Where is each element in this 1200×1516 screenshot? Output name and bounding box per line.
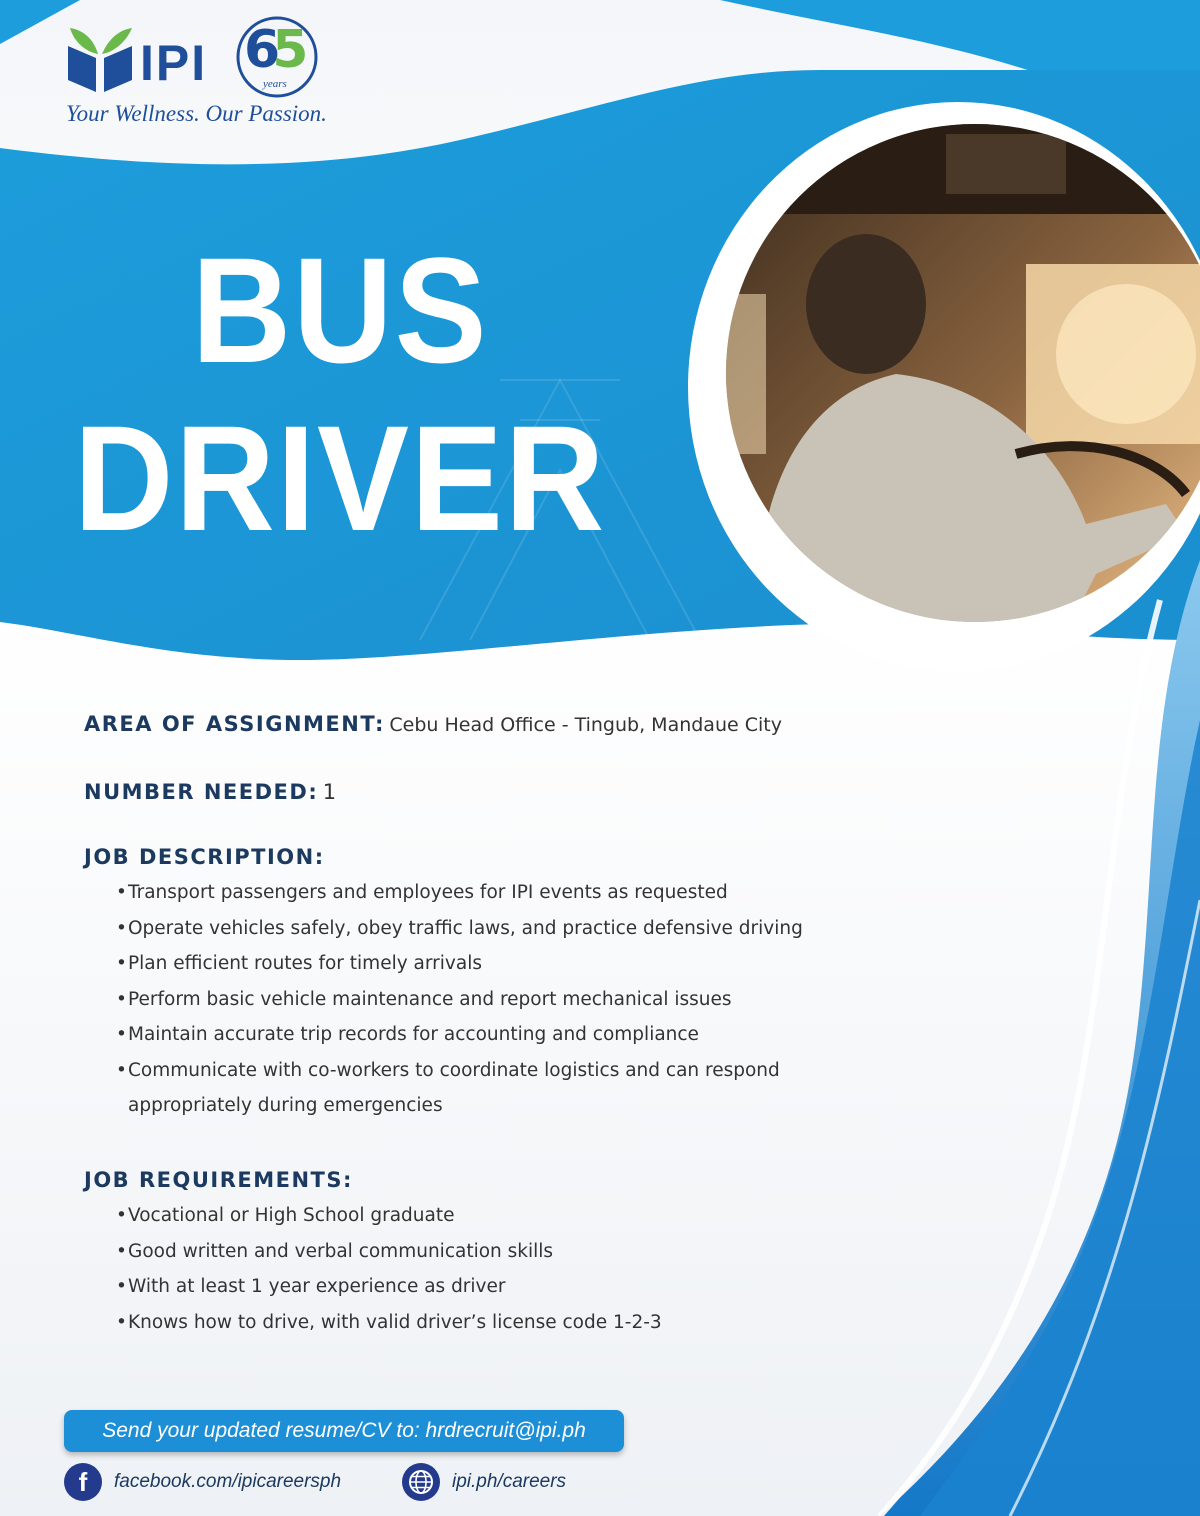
globe-glyph — [408, 1469, 434, 1495]
list-item: • With at least 1 year experience as driver — [116, 1269, 984, 1305]
anniversary-years-label: years — [263, 78, 287, 90]
job-requirements-label: JOB REQUIREMENTS: — [84, 1168, 353, 1192]
job-title-line-1: BUS — [191, 226, 489, 394]
website-url[interactable]: ipi.ph/careers — [452, 1471, 567, 1492]
list-item: • Perform basic vehicle maintenance and report mechanical issues — [116, 982, 984, 1018]
anniversary-number — [244, 20, 300, 80]
tagline: Your Wellness. Our Passion. — [66, 101, 327, 126]
globe-icon — [402, 1463, 440, 1501]
job-description-label: JOB DESCRIPTION: — [84, 845, 325, 869]
job-requirements-section — [84, 1168, 984, 1340]
job-title-line-2: DRIVER — [73, 394, 607, 562]
number-needed-value: 1 — [322, 780, 337, 804]
facebook-link[interactable] — [64, 1463, 341, 1501]
bus-driver-illustration — [726, 124, 1200, 622]
list-item: • Maintain accurate trip records for accounting and compliance — [116, 1017, 984, 1053]
job-title — [27, 226, 653, 562]
website-link[interactable] — [402, 1463, 566, 1501]
job-description-section — [84, 845, 984, 1124]
facebook-icon: f — [64, 1463, 102, 1501]
anniversary-digit-5: 5 — [272, 20, 301, 80]
list-item: • Operate vehicles safely, obey traffic laws, and practice defensive driving — [116, 911, 984, 947]
list-item: • Transport passengers and employees for IPI events as requested — [116, 875, 984, 911]
job-requirements-list — [84, 1198, 984, 1340]
logo-wordmark: IPI — [140, 35, 208, 91]
list-item: • Communicate with co-workers to coordinate logistics and can respond appropriately during emergencies — [116, 1053, 908, 1124]
number-needed-label: NUMBER NEEDED: — [84, 780, 319, 804]
list-item: • Plan efficient routes for timely arrivals — [116, 946, 984, 982]
book-leaf-icon — [66, 24, 136, 94]
send-resume-banner[interactable]: Send your updated resume/CV to: hrdrecruit@ipi.ph — [64, 1410, 624, 1452]
anniversary-digit-6: 6 — [244, 20, 273, 80]
list-item: • Good written and verbal communication skills — [116, 1234, 984, 1270]
assignment-label: AREA OF ASSIGNMENT: — [84, 712, 385, 736]
assignment-row — [84, 712, 782, 736]
assignment-value: Cebu Head Office - Tingub, Mandaue City — [389, 714, 782, 736]
number-needed-row — [84, 780, 336, 804]
job-description-list — [84, 875, 984, 1124]
list-item: • Knows how to drive, with valid driver’s license code 1-2-3 — [116, 1305, 984, 1341]
driver-photo — [726, 124, 1200, 622]
facebook-url[interactable]: facebook.com/ipicareersph — [114, 1471, 342, 1492]
list-item: • Vocational or High School graduate — [116, 1198, 984, 1234]
